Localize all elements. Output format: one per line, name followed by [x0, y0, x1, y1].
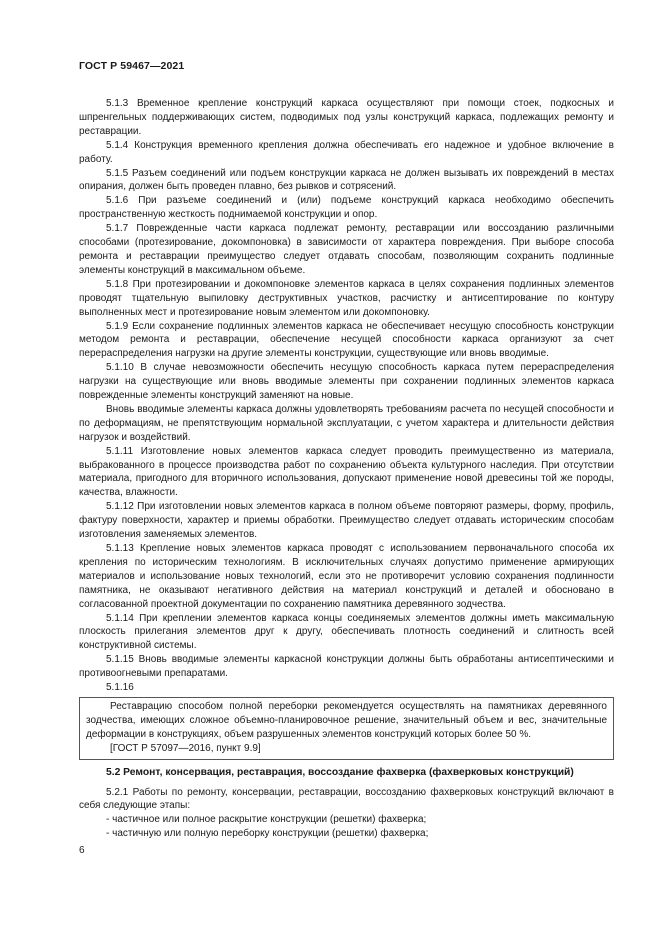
paragraph: 5.1.5 Разъем соединений или подъем конструкции каркаса не должен вызывать их повреждений в местах опирания, должен быть проведен плавно, без рывков и сотрясений.	[79, 167, 614, 193]
document-body	[79, 97, 614, 841]
paragraph: 5.1.15 Вновь вводимые элементы каркасной конструкции должны быть обработаны антисептическими и противоогневыми препаратами.	[79, 654, 614, 680]
paragraph: 5.1.11 Изготовление новых элементов каркаса следует проводить преимущественно из материала, выбракованного в процессе производства работ по сохранению объекта культурного наследия. При отсутствии материала, пригодного для вторичного использования, допускают применение новой древесины той же породы, качества, влажности.	[79, 445, 614, 499]
paragraph: 5.1.12 При изготовлении новых элементов каркаса в полном объеме повторяют размеры, форму, профиль, фактуру поверхности, характер и приемы обработки. Преимущество следует отдавать историческим способам изготовления заменяемых элементов.	[79, 501, 614, 541]
paragraph: 5.1.4 Конструкция временного крепления должна обеспечивать его надежное и удобное включение в работу.	[79, 139, 614, 165]
paragraph: Вновь вводимые элементы каркаса должны удовлетворять требованиям расчета по несущей способности и по деформациям, не препятствующим нормальной эксплуатации, с учетом характера и длительности действия нагрузок и воздействий.	[79, 403, 614, 443]
paragraph: 5.1.3 Временное крепление конструкций каркаса осуществляют при помощи стоек, подкосных и шпренгельных поддерживающих систем, подводимых под узлы конструкций каркаса, подлежащих ремонту и реставрации.	[79, 98, 614, 137]
paragraph: 5.1.6 При разъеме соединений и (или) подъеме конструкций каркаса необходимо обеспечить пространственную жесткость поднимаемой конструкции и опор.	[79, 195, 614, 221]
paragraph: 5.1.8 При протезировании и докомпоновке элементов каркаса в целях сохранения подлинных элементов проводят тщательную выпиловку деструктивных участков, расчистку и антисептирование по контуру выполненных мест и протезирование новым элементом или докомпоновку.	[79, 278, 614, 318]
list-item: - частичное или полное раскрытие конструкции (решетки) фахверка;	[106, 814, 427, 826]
document-code-header: ГОСТ Р 59467—2021	[79, 60, 185, 72]
boxed-note	[79, 697, 614, 760]
note-text: Реставрацию способом полной переборки рекомендуется осуществлять на памятниках деревянного зодчества, имеющих сложное объемно-планировочное решение, значительный объем и вес, значительные деформации в конструкциях, объем разрушенных элементов конструкций которых более 50 %.	[86, 700, 607, 740]
section-title: 5.2 Ремонт, консервация, реставрация, воссоздание фахверка (фахверковых конструкций)	[106, 766, 574, 778]
paragraph: 5.1.9 Если сохранение подлинных элементов каркаса не обеспечивает несущую способность конструкции методом ремонта и реставрации, обеспечение несущей способности каркаса организуют за счет перераспределения нагрузки на другие элементы конструкции, существующие или вновь вводимые.	[79, 320, 614, 360]
note-reference: [ГОСТ Р 57097—2016, пункт 9.9]	[110, 742, 261, 754]
paragraph: 5.1.16	[106, 682, 134, 694]
paragraph: 5.1.10 В случае невозможности обеспечить несущую способность каркаса путем перераспределения нагрузки на существующие или вновь вводимые элементы при сохранении подлинных элементов каркаса поврежденные элементы конструкций заменяют на новые.	[79, 362, 614, 402]
page-number: 6	[79, 845, 85, 856]
paragraph: 5.1.13 Крепление новых элементов каркаса проводят с использованием первоначального способа их крепления по историческим технологиям. В исключительных случаях допустимо применение армирующих материалов и использование новых технологий, если это не противоречит условию сохранения подлинности памятника, не оказывают негативного действия на материал конструкций и деталей и обосновано в согласованной проектной документации по сохранению памятника деревянного зодчества.	[79, 543, 614, 610]
paragraph: 5.1.14 При креплении элементов каркаса концы соединяемых элементов должны иметь максимальную плоскость прилегания элементов друг к другу, обеспечивать плотность соединений и слитность всей конструктивной системы.	[79, 612, 614, 652]
paragraph: 5.1.7 Поврежденные части каркаса подлежат ремонту, реставрации или воссозданию различными способами (протезирование, докомпоновка) в зависимости от характера повреждения. При выборе способа ремонта и реставрации преимущество следует отдавать способам, позволяющим сохранить подлинные элементы конструкций в максимальном объеме.	[79, 223, 614, 276]
paragraph: 5.2.1 Работы по ремонту, консервации, реставрации, воссозданию фахверковых конструкций включают в себя следующие этапы:	[79, 786, 614, 812]
list-item: - частичную или полную переборку конструкции (решетки) фахверка;	[106, 828, 429, 840]
